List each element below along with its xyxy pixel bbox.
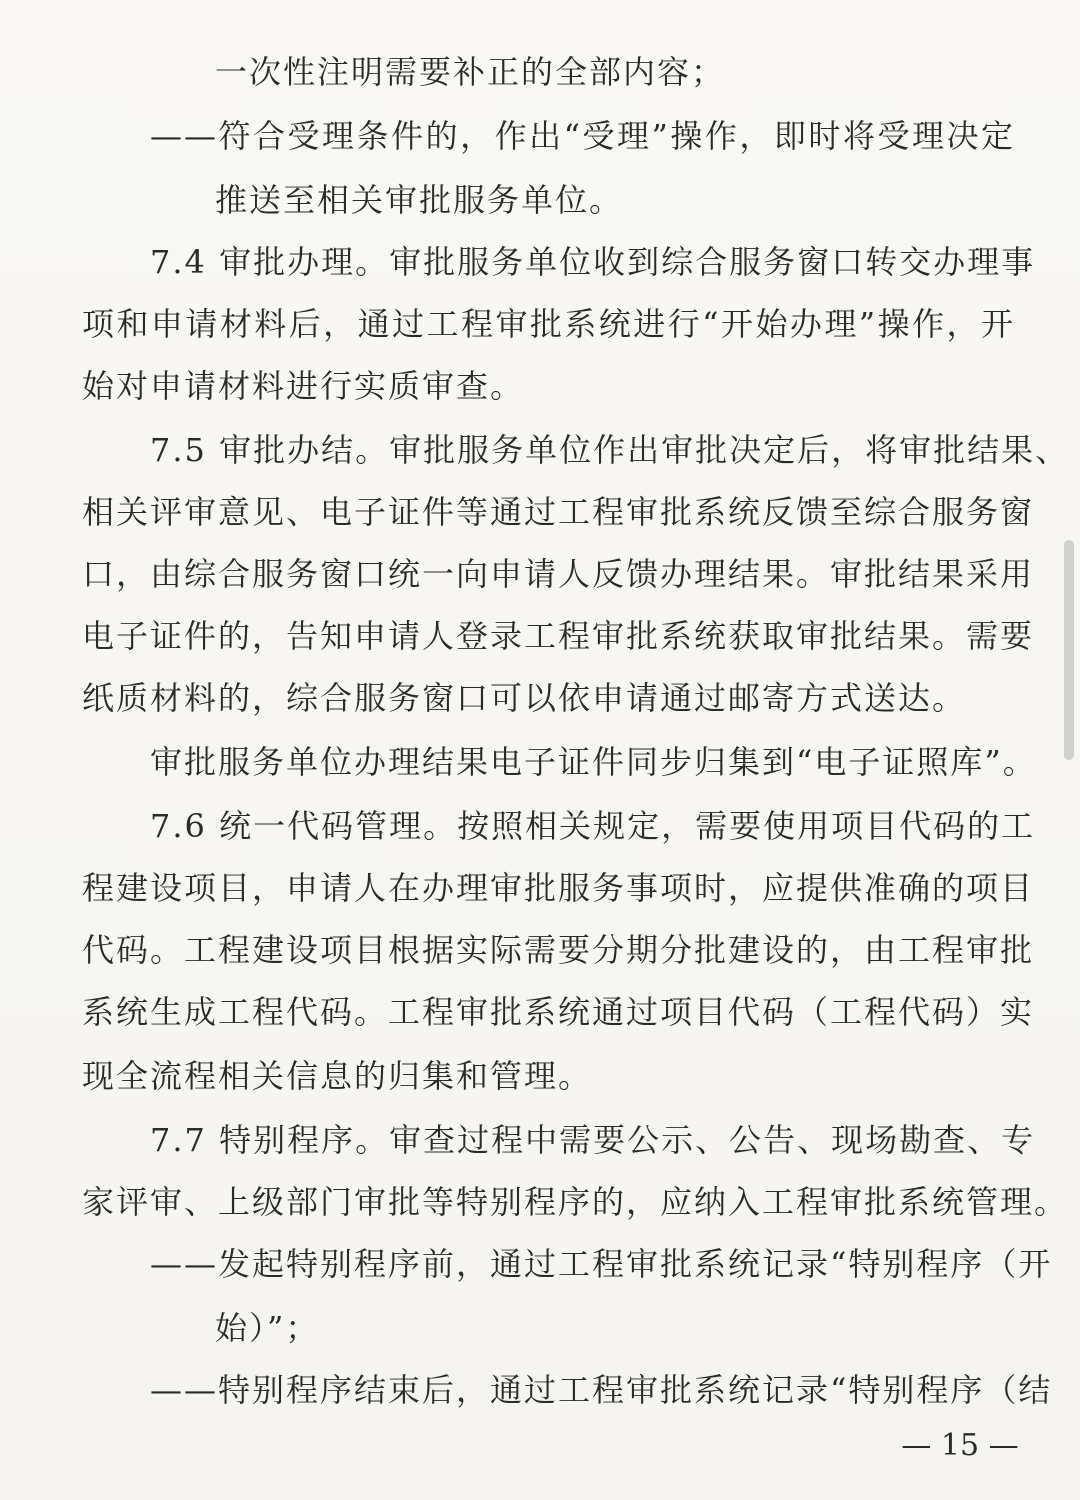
text-line: 相关评审意见、电子证件等通过工程审批系统反馈至综合服务窗 — [82, 493, 1035, 531]
text-line: 口，由综合服务窗口统一向申请人反馈办理结果。审批结果采用 — [82, 555, 1035, 593]
scrollbar[interactable] — [1064, 540, 1074, 760]
text-line: 现全流程相关信息的归集和管理。 — [82, 1057, 593, 1095]
section-7-6-heading-line: 7.6 统一代码管理。按照相关规定，需要使用项目代码的工 — [150, 807, 1036, 845]
section-7-5-heading-line: 7.5 审批办结。审批服务单位作出审批决定后，将审批结果、 — [150, 431, 1070, 469]
text-line: 家评审、上级部门审批等特别程序的，应纳入工程审批系统管理。 — [82, 1183, 1069, 1221]
text-line: ——特别程序结束后，通过工程审批系统记录“特别程序（结 — [150, 1371, 1053, 1409]
text-line: 审批服务单位办理结果电子证件同步归集到“电子证照库”。 — [150, 743, 1037, 781]
page-number: — 15 — — [901, 1428, 1019, 1463]
scrollbar-thumb[interactable] — [1064, 540, 1074, 760]
text-line: 一次性注明需要补正的全部内容； — [215, 53, 726, 91]
text-line: 电子证件的，告知申请人登录工程审批系统获取审批结果。需要 — [82, 617, 1035, 655]
text-line: 项和申请材料后，通过工程审批系统进行“开始办理”操作，开 — [82, 305, 1015, 343]
text-line: 推送至相关审批服务单位。 — [215, 181, 624, 219]
text-line: 纸质材料的，综合服务窗口可以依申请通过邮寄方式送达。 — [82, 679, 967, 717]
text-line: 始对申请材料进行实质审查。 — [82, 367, 525, 405]
text-line: 程建设项目，申请人在办理审批服务事项时，应提供准确的项目 — [82, 869, 1035, 907]
text-line: 系统生成工程代码。工程审批系统通过项目代码（工程代码）实 — [82, 993, 1035, 1031]
section-7-7-heading-line: 7.7 特别程序。审查过程中需要公示、公告、现场勘查、专 — [150, 1121, 1036, 1159]
section-7-4-heading-line: 7.4 审批办理。审批服务单位收到综合服务窗口转交办理事 — [150, 243, 1036, 281]
text-line: ——发起特别程序前，通过工程审批系统记录“特别程序（开 — [150, 1245, 1053, 1283]
text-line: 代码。工程建设项目根据实际需要分期分批建设的，由工程审批 — [82, 931, 1035, 969]
text-line: ——符合受理条件的，作出“受理”操作，即时将受理决定 — [150, 117, 1015, 155]
text-line: 始）”； — [215, 1309, 320, 1347]
